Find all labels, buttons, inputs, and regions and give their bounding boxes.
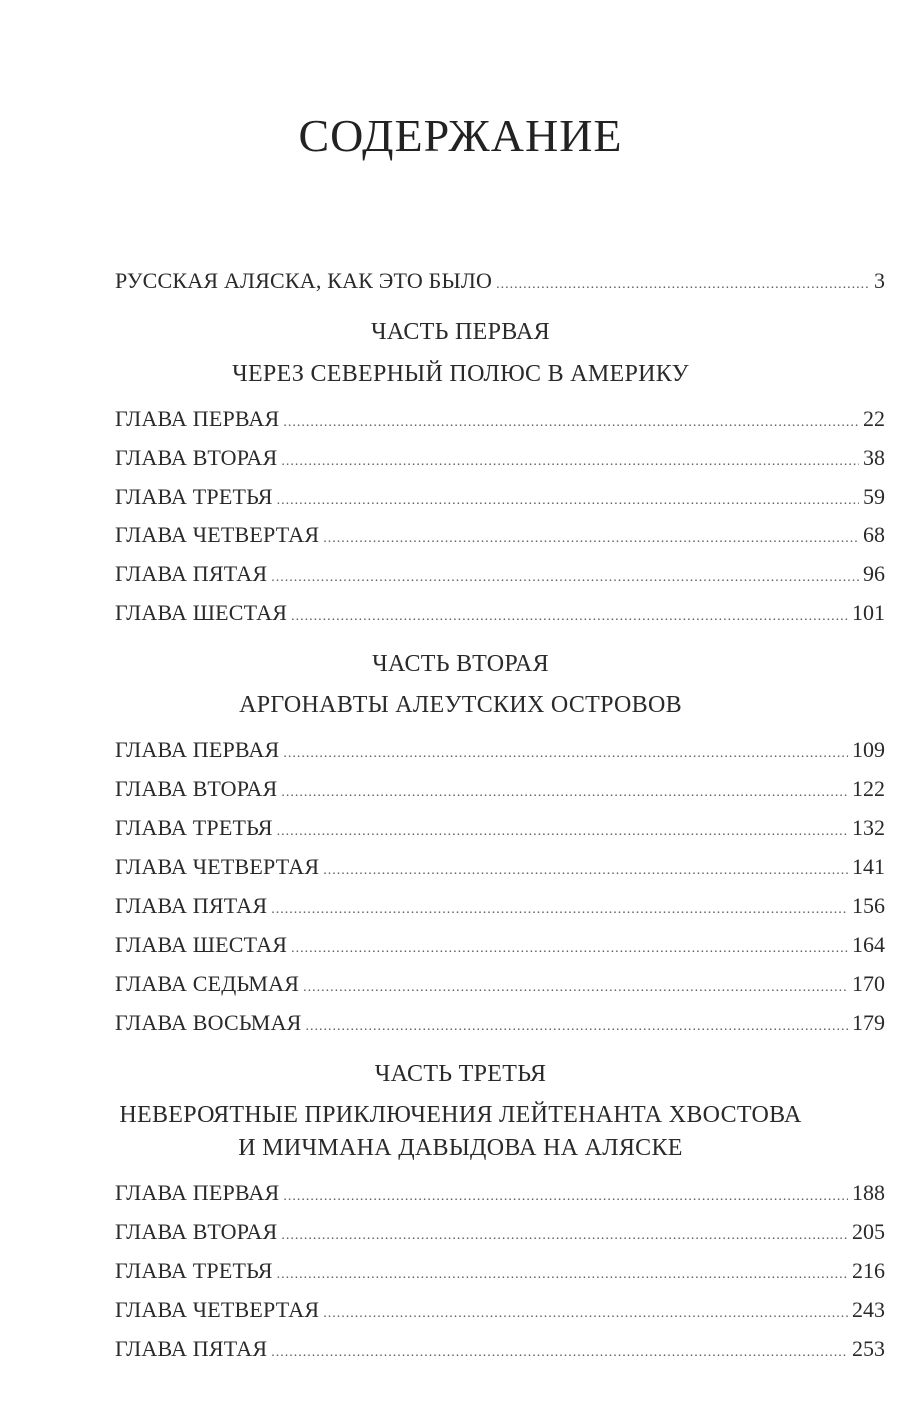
toc-entry[interactable]	[115, 930, 885, 960]
toc-entry-intro[interactable]	[115, 266, 885, 296]
toc-entry[interactable]	[115, 774, 885, 804]
toc-entry-page: 122	[852, 776, 885, 801]
toc-entry[interactable]	[115, 559, 885, 589]
toc-entry[interactable]	[115, 1217, 885, 1247]
toc-entry-page: 22	[863, 406, 885, 431]
toc-entry-label: ГЛАВА ВТОРАЯ	[115, 1219, 278, 1244]
toc-entry-label: ГЛАВА ЧЕТВЕРТАЯ	[115, 854, 320, 879]
toc-entry[interactable]	[115, 891, 885, 921]
toc-entry[interactable]	[115, 482, 885, 512]
toc-entry-page: 243	[852, 1297, 885, 1322]
leader-dots	[306, 1012, 848, 1042]
part-label: ЧАСТЬ ТРЕТЬЯ	[374, 1061, 547, 1087]
toc-entry-label: ГЛАВА ЧЕТВЕРТАЯ	[115, 1297, 320, 1322]
toc-entry[interactable]	[115, 969, 885, 999]
toc-entry-page: 132	[852, 815, 885, 840]
toc-entry[interactable]	[115, 1178, 885, 1208]
toc-entry-label: ГЛАВА ВТОРАЯ	[115, 445, 278, 470]
toc-entry-page: 216	[852, 1258, 885, 1283]
toc-entry-label: ГЛАВА ПЯТАЯ	[115, 893, 268, 918]
part-title: НЕВЕРОЯТНЫЕ ПРИКЛЮЧЕНИЯ ЛЕЙТЕНАНТА ХВОСТОВА	[119, 1102, 802, 1128]
toc-entry-label: ГЛАВА ШЕСТАЯ	[115, 932, 288, 957]
toc-entry[interactable]	[115, 1334, 885, 1364]
leader-dots	[303, 973, 848, 1003]
leader-dots	[291, 934, 848, 964]
toc-entry-label: ГЛАВА ТРЕТЬЯ	[115, 815, 273, 840]
toc-entry-label: ГЛАВА ВТОРАЯ	[115, 776, 278, 801]
toc-entry[interactable]	[115, 443, 885, 473]
toc-entry[interactable]	[115, 735, 885, 765]
toc-entry-page: 101	[852, 600, 885, 625]
toc-entry-page: 179	[852, 1010, 885, 1035]
toc-entry[interactable]	[115, 520, 885, 550]
part-title-line2: И МИЧМАНА ДАВЫДОВА НА АЛЯСКЕ	[238, 1135, 683, 1161]
part-label: ЧАСТЬ ПЕРВАЯ	[371, 319, 550, 345]
leader-dots	[281, 447, 859, 477]
leader-dots	[271, 563, 859, 593]
part-label: ЧАСТЬ ВТОРАЯ	[372, 651, 549, 677]
toc-entry[interactable]	[115, 1295, 885, 1325]
toc-entry-page: 38	[863, 445, 885, 470]
leader-dots	[323, 856, 848, 886]
toc-entry-page: 164	[852, 932, 885, 957]
toc-entry-label: ГЛАВА ТРЕТЬЯ	[115, 484, 273, 509]
leader-dots	[291, 602, 848, 632]
toc-entry-label: ГЛАВА ПЕРВАЯ	[115, 1180, 280, 1205]
leader-dots	[281, 1221, 848, 1251]
leader-dots	[283, 739, 848, 769]
toc-entry-label: ГЛАВА ПЕРВАЯ	[115, 406, 280, 431]
leader-dots	[281, 778, 848, 808]
leader-dots	[283, 408, 859, 438]
toc-entry-label: ГЛАВА ТРЕТЬЯ	[115, 1258, 273, 1283]
toc-entry-label: ГЛАВА ЧЕТВЕРТАЯ	[115, 522, 320, 547]
toc-entry-page: 96	[863, 561, 885, 586]
toc-entry-label: ГЛАВА ВОСЬМАЯ	[115, 1010, 302, 1035]
toc-entry-page: 141	[852, 854, 885, 879]
leader-dots	[323, 524, 859, 554]
toc-entry[interactable]	[115, 1256, 885, 1286]
toc-entry-page: 170	[852, 971, 885, 996]
leader-dots	[271, 1338, 848, 1368]
toc-entry[interactable]	[115, 852, 885, 882]
toc-entry-label: РУССКАЯ АЛЯСКА, КАК ЭТО БЫЛО	[115, 268, 493, 293]
toc-entry-page: 188	[852, 1180, 885, 1205]
toc-entry-page: 68	[863, 522, 885, 547]
toc-entry-page: 253	[852, 1336, 885, 1361]
leader-dots	[277, 1260, 848, 1290]
leader-dots	[277, 486, 859, 516]
toc-entry[interactable]	[115, 404, 885, 434]
toc-entry[interactable]	[115, 813, 885, 843]
part-title: ЧЕРЕЗ СЕВЕРНЫЙ ПОЛЮС В АМЕРИКУ	[232, 361, 689, 387]
toc-entry-label: ГЛАВА СЕДЬМАЯ	[115, 971, 300, 996]
toc-entry[interactable]	[115, 598, 885, 628]
toc-entry-page: 59	[863, 484, 885, 509]
leader-dots	[323, 1299, 848, 1329]
toc-entry-page: 205	[852, 1219, 885, 1244]
toc-entry-label: ГЛАВА ПЯТАЯ	[115, 1336, 268, 1361]
leader-dots	[496, 270, 870, 300]
toc-entry-label: ГЛАВА ПЯТАЯ	[115, 561, 268, 586]
toc-entry-page: 109	[852, 737, 885, 762]
leader-dots	[271, 895, 848, 925]
toc-entry-page: 156	[852, 893, 885, 918]
leader-dots	[277, 817, 848, 847]
toc-entry-label: ГЛАВА ПЕРВАЯ	[115, 737, 280, 762]
toc-entry-page: 3	[874, 268, 885, 293]
leader-dots	[283, 1182, 848, 1212]
part-title: АРГОНАВТЫ АЛЕУТСКИХ ОСТРОВОВ	[239, 692, 682, 718]
toc-entry[interactable]	[115, 1008, 885, 1038]
toc-entry-label: ГЛАВА ШЕСТАЯ	[115, 600, 288, 625]
page-title: СОДЕРЖАНИЕ	[298, 110, 623, 161]
